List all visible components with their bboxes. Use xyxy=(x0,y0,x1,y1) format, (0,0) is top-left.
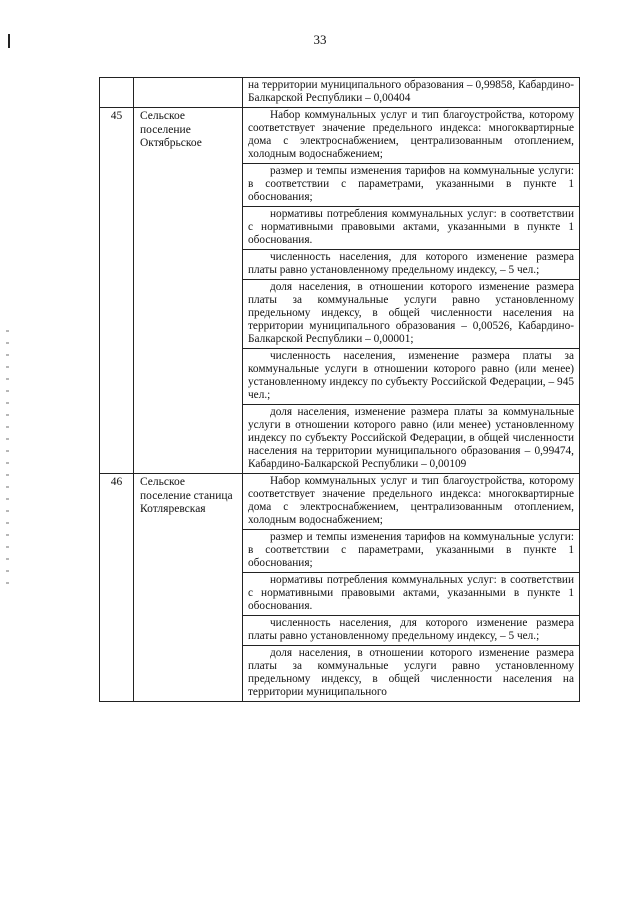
description-paragraph: размер и темпы изменения тарифов на коммунальные услуги: в соответствии с параметрами, указанными в пункте 1 обоснования; xyxy=(243,163,579,206)
row-number: 45 xyxy=(100,108,134,474)
page-number: 33 xyxy=(313,32,327,47)
description-paragraph: доля населения, в отношении которого изменение размера платы за коммунальные услуги равно установленному предельному индексу, в общей численности населения на территории муниципального xyxy=(243,645,579,701)
description-paragraph: численность населения, изменение размера платы за коммунальные услуги в отношении которого равно (или менее) установленному индексу по субъекту Российской Федерации, – 945 чел.; xyxy=(243,348,579,404)
scan-edge-mark xyxy=(8,34,10,48)
description-paragraph: размер и темпы изменения тарифов на коммунальные услуги: в соответствии с параметрами, указанными в пункте 1 обоснования; xyxy=(243,529,579,572)
description-paragraph: численность населения, для которого изменение размера платы равно установленному предельному индексу, – 5 чел.; xyxy=(243,615,579,645)
description-paragraph: доля населения, в отношении которого изменение размера платы за коммунальные услуги равно установленному предельному индексу, в общей численности населения на территории муниципального образования – 0,00526, Кабардино-Балкарской Республики – 0,00001; xyxy=(243,279,579,348)
table-row-continuation xyxy=(100,78,580,108)
description-paragraph: нормативы потребления коммунальных услуг: в соответствии с нормативными правовыми актами, указанными в пункте 1 обоснования. xyxy=(243,206,579,249)
scan-margin-dots xyxy=(6,330,9,590)
settlement-name-cell xyxy=(134,78,243,108)
table-row xyxy=(100,108,580,474)
settlement-name: Сельское поселение станица Котляревская xyxy=(134,474,243,702)
description-paragraph: численность населения, для которого изменение размера платы равно установленному предельному индексу, – 5 чел.; xyxy=(243,249,579,279)
row-number: 46 xyxy=(100,474,134,702)
table-row xyxy=(100,474,580,702)
description-cell xyxy=(243,78,580,108)
description-paragraph: доля населения, изменение размера платы за коммунальные услуги в отношении которого равно (или менее) установленному индексу по субъекту Российской Федерации, в общей численности населения на территории муниципального образования – 0,99474, Кабардино-Балкарской Республики – 0,00109 xyxy=(243,404,579,473)
row-number-cell xyxy=(100,78,134,108)
indices-table xyxy=(99,77,580,702)
description-paragraph: Набор коммунальных услуг и тип благоустройства, которому соответствует значение предельного индекса: многоквартирные дома с электроснабжением, централизованным отоплением, холодным водоснабжением; xyxy=(248,109,574,160)
description-cell xyxy=(243,108,580,474)
description-paragraph: Набор коммунальных услуг и тип благоустройства, которому соответствует значение предельного индекса: многоквартирные дома с электроснабжением, централизованным отоплением, холодным водоснабжением; xyxy=(248,475,574,526)
description-paragraph: нормативы потребления коммунальных услуг: в соответствии с нормативными правовыми актами, указанными в пункте 1 обоснования. xyxy=(243,572,579,615)
continuation-text: на территории муниципального образования – 0,99858, Кабардино-Балкарской Республики – 0,00404 xyxy=(248,79,574,104)
settlement-name: Сельское поселение Октябрьское xyxy=(134,108,243,474)
description-cell xyxy=(243,474,580,702)
